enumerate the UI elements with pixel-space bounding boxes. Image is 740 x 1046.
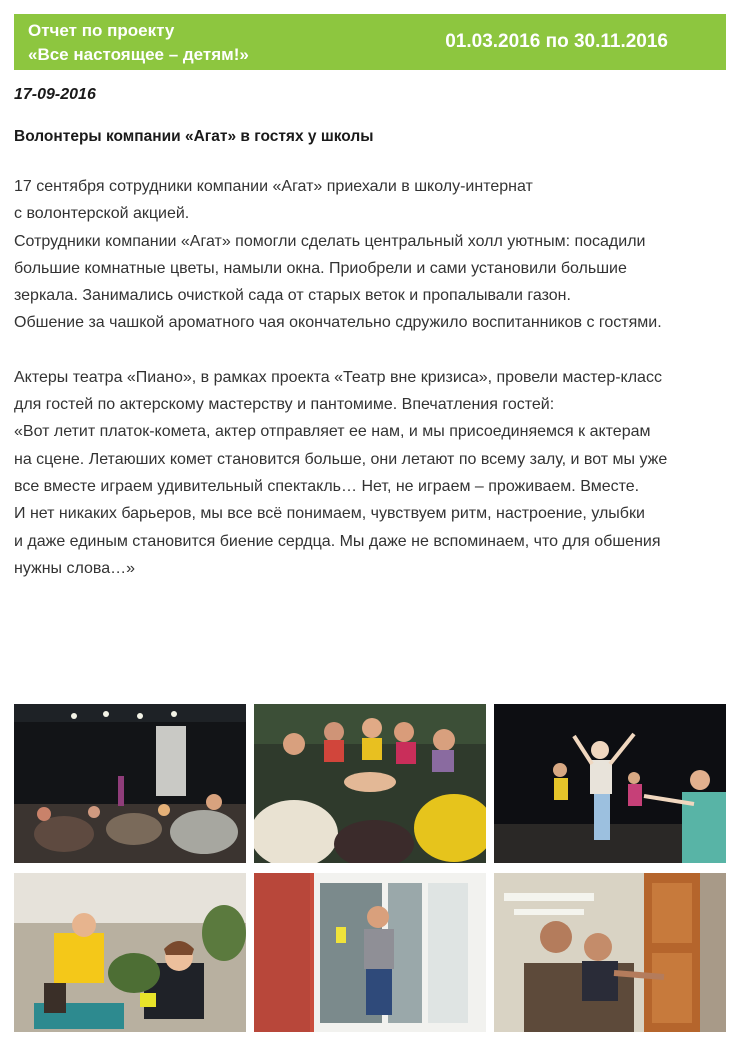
photo-theatre-workshop	[14, 704, 246, 863]
paragraph-gap	[14, 337, 730, 364]
body-line: зеркала. Занимались очисткой сада от старых веток и пропалывали газон.	[14, 287, 571, 305]
body-line: с волонтерской акцией.	[14, 205, 190, 223]
body-line: для гостей по актерскому мастерству и пантомиме. Впечатления гостей:	[14, 396, 555, 414]
report-header	[14, 14, 726, 70]
body-line: Актеры театра «Пиано», в рамках проекта «Театр вне кризиса», провели мастер-класс	[14, 368, 662, 386]
project-title-line2: «Все настоящее – детям!»	[28, 45, 249, 64]
photo-washing-windows	[254, 873, 486, 1032]
body-line: 17 сентября сотрудники компании «Агат» приехали в школу-интернат	[14, 178, 533, 195]
photo-pantomime	[494, 704, 726, 863]
body-line: и даже единым становится биение сердца. Мы даже не вспоминаем, что для обшения	[14, 532, 661, 550]
photo-installing-mirror	[494, 873, 726, 1032]
body-line: все вместе играем удивительный спектакль… Нет, не играем – проживаем. Вместе.	[14, 477, 640, 495]
photo-team-circle	[254, 704, 486, 863]
report-date: 17-09-2016	[14, 86, 96, 103]
body-line: большие комнатные цветы, намыли окна. Приобрели и сами установили большие	[14, 259, 627, 277]
body-line: И нет никаких барьеров, мы все всё понимаем, чувствуем ритм, настроение, улыбки	[14, 505, 645, 523]
report-body	[14, 173, 730, 582]
body-line: на сцене. Летаюших комет становится больше, они летают по всему залу, и вот мы уже	[14, 450, 668, 468]
project-title-line1: Отчет по проекту	[28, 21, 175, 40]
photo-planting-flowers	[14, 873, 246, 1032]
project-period: 01.03.2016 по 30.11.2016	[445, 31, 668, 52]
body-line: нужны слова…»	[14, 559, 136, 577]
project-title	[28, 19, 249, 67]
report-headline: Волонтеры компании «Агат» в гостях у школы	[14, 128, 374, 145]
body-line: Сотрудники компании «Агат» помогли сделать центральный холл уютным: посадили	[14, 232, 646, 250]
body-line: «Вот летит платок-комета, актер отправляет ее нам, и мы присоединяемся к актерам	[14, 423, 651, 441]
body-line: Обшение за чашкой ароматного чая окончательно сдружило воспитанников с гостями.	[14, 314, 662, 332]
